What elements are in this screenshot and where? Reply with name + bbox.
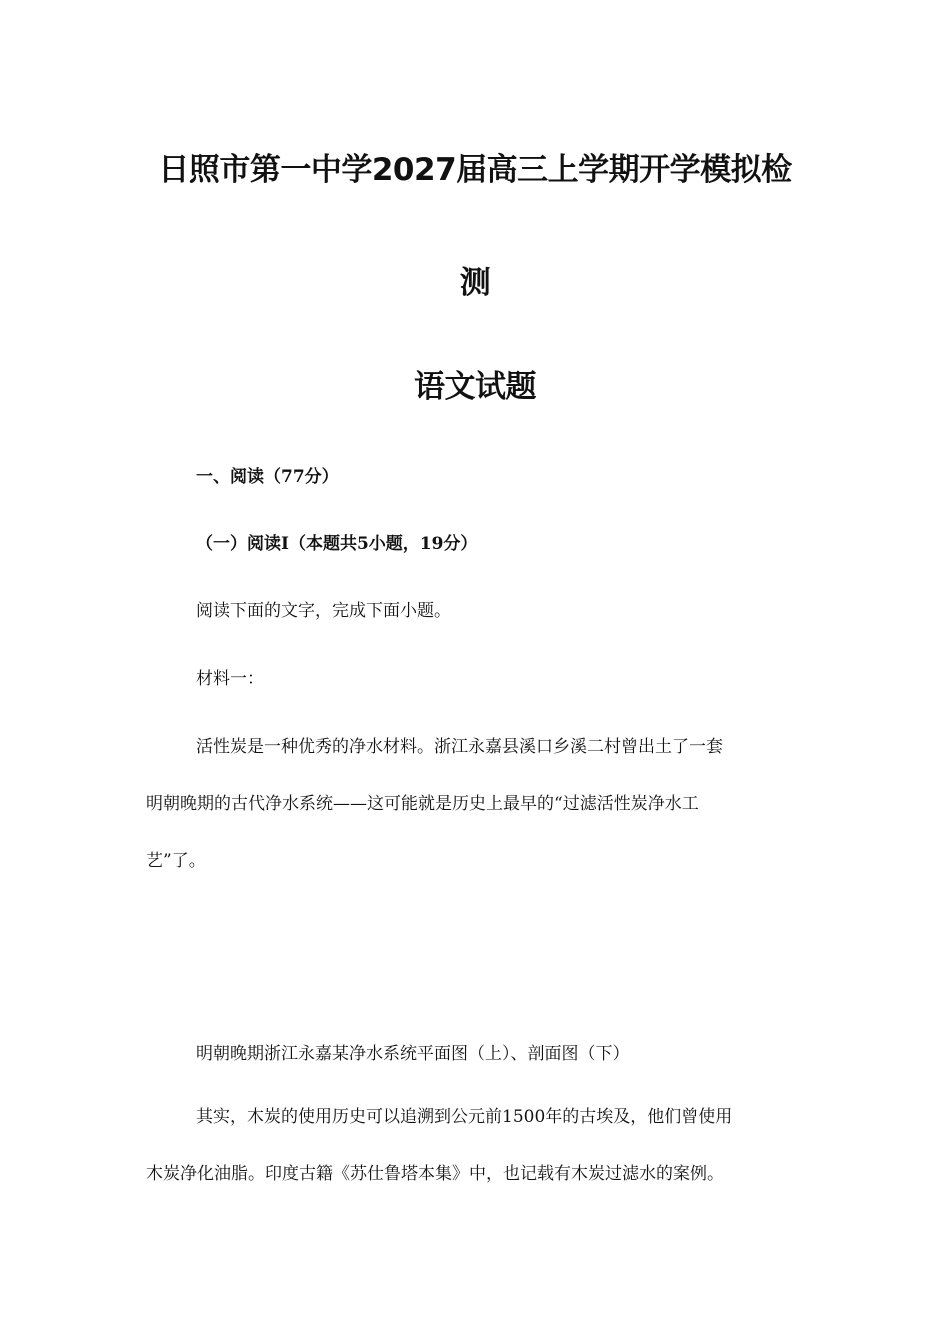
document-title-line-1: 日照市第一中学2027届高三上学期开学模拟检 [158,152,792,188]
paragraph-1-line-3: 艺”了。 [146,851,206,871]
paragraph-1-line-2: 明朝晚期的古代净水系统——这可能就是历史上最早的“过滤活性炭净水工 [146,794,699,814]
subsection-heading: （一）阅读Ⅰ（本题共5小题，19分） [196,534,478,554]
instruction-text: 阅读下面的文字，完成下面小题。 [196,601,451,621]
document-title-line-2: 测 [459,265,491,301]
section-heading: 一、阅读（77分） [196,467,339,487]
figure-caption: 明朝晚期浙江永嘉某净水系统平面图（上）、剖面图（下） [196,1044,630,1064]
paragraph-2-line-1: 其实，木炭的使用历史可以追溯到公元前1500年的古埃及，他们曾使用 [196,1107,733,1127]
document-subtitle: 语文试题 [414,369,536,405]
paragraph-1-line-1: 活性炭是一种优秀的净水材料。浙江永嘉县溪口乡溪二村曾出土了一套 [196,737,723,757]
material-label: 材料一： [196,669,264,689]
paragraph-2-line-2: 木炭净化油脂。印度古籍《苏仕鲁塔本集》中，也记载有木炭过滤水的案例。 [146,1164,724,1184]
